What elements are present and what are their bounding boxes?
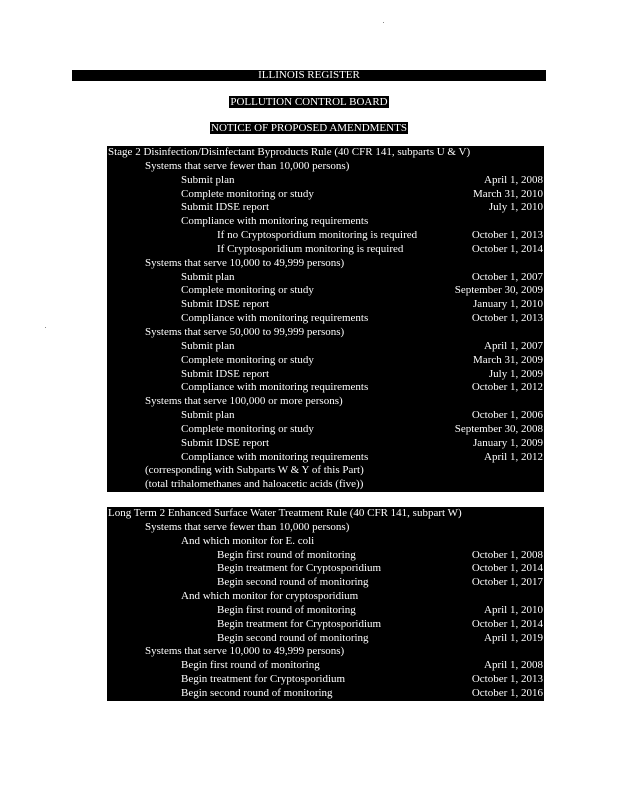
row-date: October 1, 2014 xyxy=(471,617,543,630)
table-row xyxy=(107,673,544,687)
row-date: October 1, 2007 xyxy=(471,270,543,283)
row-date: April 1, 2010 xyxy=(484,603,543,616)
row-date: October 1, 2008 xyxy=(471,548,543,561)
row-label: Systems that serve 50,000 to 99,999 persons) xyxy=(145,325,345,338)
table-row xyxy=(107,354,544,368)
row-date: April 1, 2008 xyxy=(484,659,543,672)
table-row xyxy=(107,395,544,409)
table-row xyxy=(107,464,544,478)
table-row xyxy=(107,604,544,618)
row-date: October 1, 2006 xyxy=(471,409,543,422)
row-label: And which monitor for cryptosporidium xyxy=(181,590,359,603)
row-label: Begin second round of monitoring xyxy=(181,686,333,699)
row-date: July 1, 2009 xyxy=(488,367,543,380)
row-label: Compliance with monitoring requirements xyxy=(181,215,369,228)
row-date: October 1, 2013 xyxy=(471,229,543,242)
row-label: (total trihalomethanes and haloacetic acids (five)) xyxy=(145,478,364,491)
table-row xyxy=(107,271,544,285)
row-date: September 30, 2008 xyxy=(454,422,543,435)
row-label: Begin second round of monitoring xyxy=(217,631,369,644)
row-label: Begin treatment for Cryptosporidium xyxy=(217,562,382,575)
row-date: July 1, 2010 xyxy=(488,201,543,214)
lt2-schedule-table xyxy=(107,507,544,701)
row-date: September 30, 2009 xyxy=(454,284,543,297)
row-label: Complete monitoring or study xyxy=(181,353,314,366)
scan-speck xyxy=(45,327,46,328)
row-label: Submit plan xyxy=(181,270,235,283)
row-date: April 1, 2008 xyxy=(484,173,543,186)
row-label: Submit IDSE report xyxy=(181,201,269,214)
row-label: Compliance with monitoring requirements xyxy=(181,381,369,394)
row-label: Begin treatment for Cryptosporidium xyxy=(181,673,346,686)
row-label: Compliance with monitoring requirements xyxy=(181,312,369,325)
table-row xyxy=(107,562,544,576)
table-title-row xyxy=(107,146,544,160)
lt2-title: Long Term 2 Enhanced Surface Water Treatment Rule (40 CFR 141, subpart W) xyxy=(108,507,462,519)
row-label: Submit plan xyxy=(181,173,235,186)
table-row xyxy=(107,409,544,423)
table-row xyxy=(107,368,544,382)
row-label: Submit plan xyxy=(181,339,235,352)
table-row xyxy=(107,174,544,188)
table-row xyxy=(107,590,544,604)
row-label: Submit IDSE report xyxy=(181,436,269,449)
row-label: Systems that serve fewer than 10,000 persons) xyxy=(145,159,350,172)
table-row xyxy=(107,298,544,312)
row-date: April 1, 2019 xyxy=(484,631,543,644)
table-row xyxy=(107,618,544,632)
table-row xyxy=(107,659,544,673)
table-row xyxy=(107,423,544,437)
stage2-title: Stage 2 Disinfection/Disinfectant Byproducts Rule (40 CFR 141, subparts U & V) xyxy=(108,146,471,158)
row-label: Begin first round of monitoring xyxy=(217,548,356,561)
register-header-bar xyxy=(72,70,546,81)
table-row xyxy=(107,451,544,465)
board-title: POLLUTION CONTROL BOARD xyxy=(230,96,388,108)
row-date: March 31, 2009 xyxy=(473,353,543,366)
row-date: April 1, 2012 xyxy=(484,450,543,463)
row-label: Complete monitoring or study xyxy=(181,187,314,200)
row-label: Systems that serve 10,000 to 49,999 persons) xyxy=(145,645,345,658)
table-row xyxy=(107,229,544,243)
stage2-schedule-table xyxy=(107,146,544,492)
table-row xyxy=(107,478,544,492)
row-label: Compliance with monitoring requirements xyxy=(181,450,369,463)
table-row xyxy=(107,576,544,590)
table-row xyxy=(107,535,544,549)
table-row xyxy=(107,437,544,451)
row-date: October 1, 2014 xyxy=(471,562,543,575)
notice-title: NOTICE OF PROPOSED AMENDMENTS xyxy=(211,122,407,134)
row-date: October 1, 2013 xyxy=(471,673,543,686)
row-label: Systems that serve 100,000 or more persons) xyxy=(145,395,343,408)
register-title: ILLINOIS REGISTER xyxy=(258,69,360,81)
row-label: Submit plan xyxy=(181,409,235,422)
table-row xyxy=(107,632,544,646)
row-date: January 1, 2009 xyxy=(473,436,543,449)
table-row xyxy=(107,160,544,174)
notice-header xyxy=(0,122,618,134)
table-row xyxy=(107,326,544,340)
board-header xyxy=(0,96,618,108)
table-row xyxy=(107,215,544,229)
row-label: If Cryptosporidium monitoring is required xyxy=(217,242,404,255)
table-row xyxy=(107,549,544,563)
row-date: October 1, 2013 xyxy=(471,312,543,325)
row-label: Begin second round of monitoring xyxy=(217,576,369,589)
table-row xyxy=(107,243,544,257)
row-label: Submit IDSE report xyxy=(181,367,269,380)
table-row xyxy=(107,201,544,215)
row-label: (corresponding with Subparts W & Y of this Part) xyxy=(145,464,364,477)
scan-speck xyxy=(383,22,384,23)
table-row xyxy=(107,381,544,395)
row-label: Submit IDSE report xyxy=(181,298,269,311)
row-date: October 1, 2017 xyxy=(471,576,543,589)
table-row xyxy=(107,687,544,701)
row-date: March 31, 2010 xyxy=(473,187,543,200)
row-label: Begin first round of monitoring xyxy=(217,603,356,616)
table-row xyxy=(107,521,544,535)
row-date: October 1, 2014 xyxy=(471,242,543,255)
table-row xyxy=(107,257,544,271)
row-label: Systems that serve 10,000 to 49,999 persons) xyxy=(145,256,345,269)
table-row xyxy=(107,645,544,659)
row-label: Begin first round of monitoring xyxy=(181,659,320,672)
row-label: Complete monitoring or study xyxy=(181,284,314,297)
table-row xyxy=(107,188,544,202)
row-label: Begin treatment for Cryptosporidium xyxy=(217,617,382,630)
row-date: January 1, 2010 xyxy=(473,298,543,311)
row-label: And which monitor for E. coli xyxy=(181,534,315,547)
row-label: Systems that serve fewer than 10,000 persons) xyxy=(145,520,350,533)
table-row xyxy=(107,284,544,298)
table-title-row xyxy=(107,507,544,521)
row-label: If no Cryptosporidium monitoring is required xyxy=(217,229,418,242)
row-date: April 1, 2007 xyxy=(484,339,543,352)
row-label: Complete monitoring or study xyxy=(181,422,314,435)
table-row xyxy=(107,340,544,354)
row-date: October 1, 2012 xyxy=(471,381,543,394)
table-row xyxy=(107,312,544,326)
row-date: October 1, 2016 xyxy=(471,686,543,699)
